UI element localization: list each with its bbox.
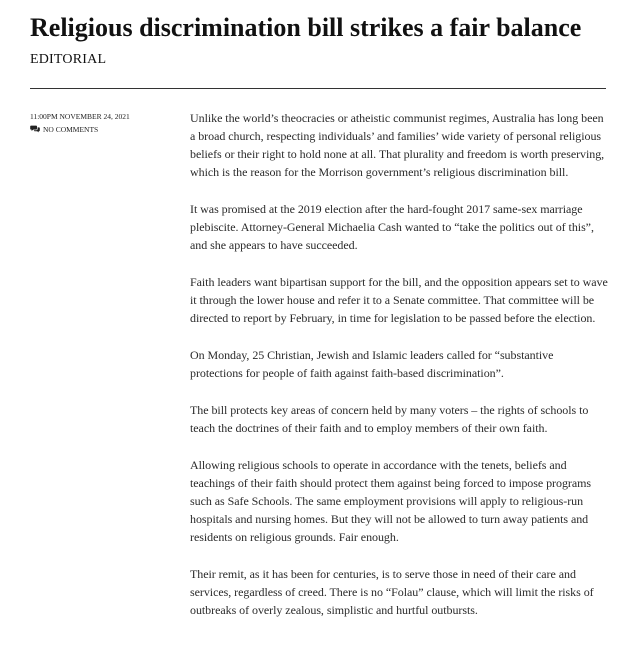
section-label[interactable]: EDITORIAL <box>30 52 107 67</box>
comments-link[interactable] <box>30 123 170 136</box>
comments-icon <box>30 125 40 133</box>
article-paragraph: The bill protects key areas of concern held by many voters – the rights of schools to teach the doctrines of their faith and to employ members of their own faith. <box>190 403 589 435</box>
article-paragraph: Unlike the world’s theocracies or atheistic communist regimes, Australia has long been a broad church, respecting individuals’ and families’ wide variety of personal religious beliefs or their right to hold none at all. That plurality and freedom is worth preserving, which is the reason for the Morrison government’s religious discrimination bill. <box>190 111 605 179</box>
article-meta <box>30 110 170 136</box>
article-paragraph: Their remit, as it has been for centuries, is to serve those in need of their care and services, regardless of creed. There is no “Folau” clause, which will limit the risks of outbreaks of overly zealous, simplistic and hurtful outbursts. <box>190 567 594 617</box>
article-paragraph: Faith leaders want bipartisan support for the bill, and the opposition appears set to wave it through the lower house and refer it to a Senate committee. That committee will be directed to report by February, in time for legislation to be passed before the election. <box>190 275 608 325</box>
article-title: Religious discrimination bill strikes a fair balance <box>30 13 582 42</box>
article-body <box>190 109 608 638</box>
article-paragraph: On Monday, 25 Christian, Jewish and Islamic leaders called for “substantive protections for people of faith against faith-based discrimination”. <box>190 348 554 380</box>
article-paragraph: Allowing religious schools to operate in accordance with the tenets, beliefs and teachings of their faith should protect them against being forced to impose programs such as Safe Schools. The same employment provisions will apply to religious-run hospitals and nursing homes. But they will not be allowed to turn away patients and residents on religious grounds. Fair enough. <box>190 458 592 544</box>
comments-label[interactable]: NO COMMENTS <box>43 125 99 134</box>
article-paragraph: It was promised at the 2019 election after the hard-fought 2017 same-sex marriage plebiscite. Attorney-General Michaelia Cash wanted to “take the politics out of this”, and she appears to have succeeded. <box>190 202 594 252</box>
header-divider <box>30 88 606 89</box>
publish-datetime: 11:00PM NOVEMBER 24, 2021 <box>30 112 130 121</box>
